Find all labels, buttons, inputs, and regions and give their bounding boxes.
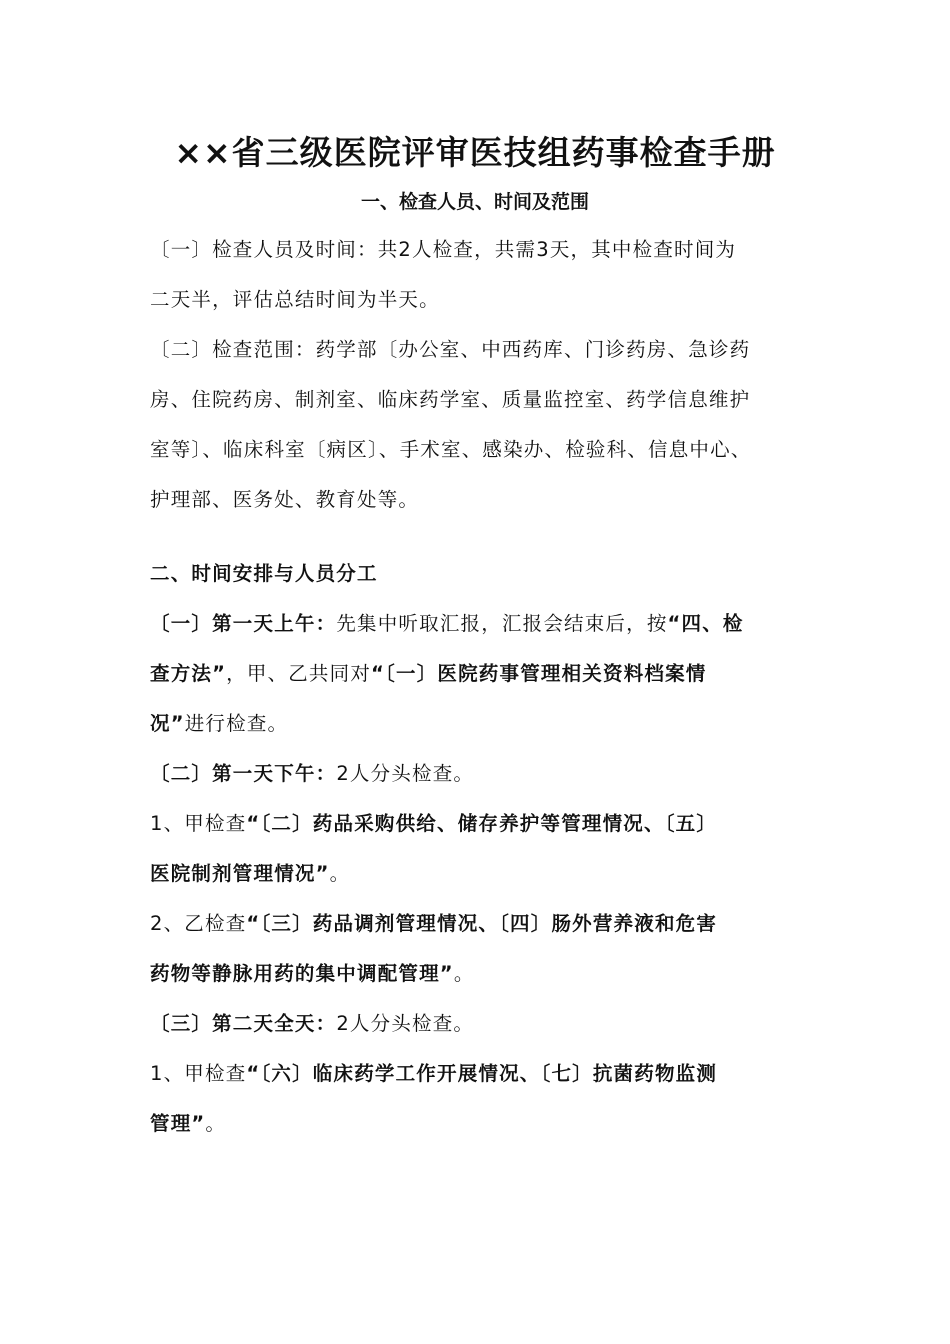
item-label: 〔一〕第一天上午： (150, 612, 337, 635)
paragraph-line (150, 1007, 474, 1041)
quoted-text: 查方法” (150, 662, 227, 685)
item-label: 〔二〕第一天下午： (150, 762, 337, 785)
section-2-heading: 二、时间安排与人员分工 (150, 562, 378, 585)
paragraph-line: 二天半，评估总结时间为半天。 (150, 288, 440, 311)
paragraph-line: 〔二〕检查范围：药学部〔办公室、中西药库、门诊药房、急诊药 (150, 338, 751, 361)
paragraph-line: 〔一〕检查人员及时间：共2人检查，共需3天，其中检查时间为 (150, 238, 737, 261)
body-text: 1、甲检查 (150, 812, 247, 835)
paragraph-line (150, 857, 350, 891)
quoted-text: 况” (150, 712, 185, 735)
item-label: 〔三〕第二天全天： (150, 1012, 337, 1035)
paragraph-line (150, 1107, 226, 1141)
body-text: ，甲、乙共同对 (226, 662, 372, 685)
body-text: 2人分头检查。 (336, 1012, 475, 1035)
paragraph-line (150, 607, 744, 641)
document-title: ××省三级医院评审医技组药事检查手册 (174, 133, 776, 172)
quoted-text: 管理” (150, 1112, 206, 1135)
paragraph-line (150, 1057, 717, 1091)
section-1-heading: 一、检查人员、时间及范围 (360, 191, 589, 213)
paragraph-line (150, 657, 707, 691)
body-text: 进行检查。 (184, 712, 289, 735)
paragraph-line: 室等〕、临床科室〔病区〕、手术室、感染办、检验科、信息中心、 (150, 438, 752, 461)
body-text: 。 (453, 962, 475, 985)
body-text: 2人分头检查。 (336, 762, 475, 785)
quoted-text: “〔一〕医院药事管理相关资料档案情 (371, 662, 707, 685)
paragraph-line (150, 707, 288, 741)
paragraph-line (150, 807, 717, 841)
paragraph-line: 护理部、医务处、教育处等。 (150, 488, 420, 511)
body-text: 1、甲检查 (150, 1062, 247, 1085)
body-text: 。 (205, 1112, 227, 1135)
quoted-text: 医院制剂管理情况” (150, 862, 330, 885)
paragraph-line (150, 957, 475, 991)
body-text: 先集中听取汇报，汇报会结束后，按 (336, 612, 668, 635)
quoted-text: “〔二〕药品采购供给、储存养护等管理情况、〔五〕 (246, 812, 718, 835)
paragraph-line (150, 907, 717, 941)
quoted-text: “〔六〕临床药学工作开展情况、〔七〕抗菌药物监测 (246, 1062, 718, 1085)
paragraph-line (150, 757, 474, 791)
quoted-text: 药物等静脉用药的集中调配管理” (150, 962, 454, 985)
body-text: 2、乙检查 (150, 912, 247, 935)
quoted-text: “四、检 (667, 612, 744, 635)
paragraph-line: 房、住院药房、制剂室、临床药学室、质量监控室、药学信息维护 (150, 388, 751, 411)
quoted-text: “〔三〕药品调剂管理情况、〔四〕肠外营养液和危害 (246, 912, 718, 935)
body-text: 。 (329, 862, 351, 885)
